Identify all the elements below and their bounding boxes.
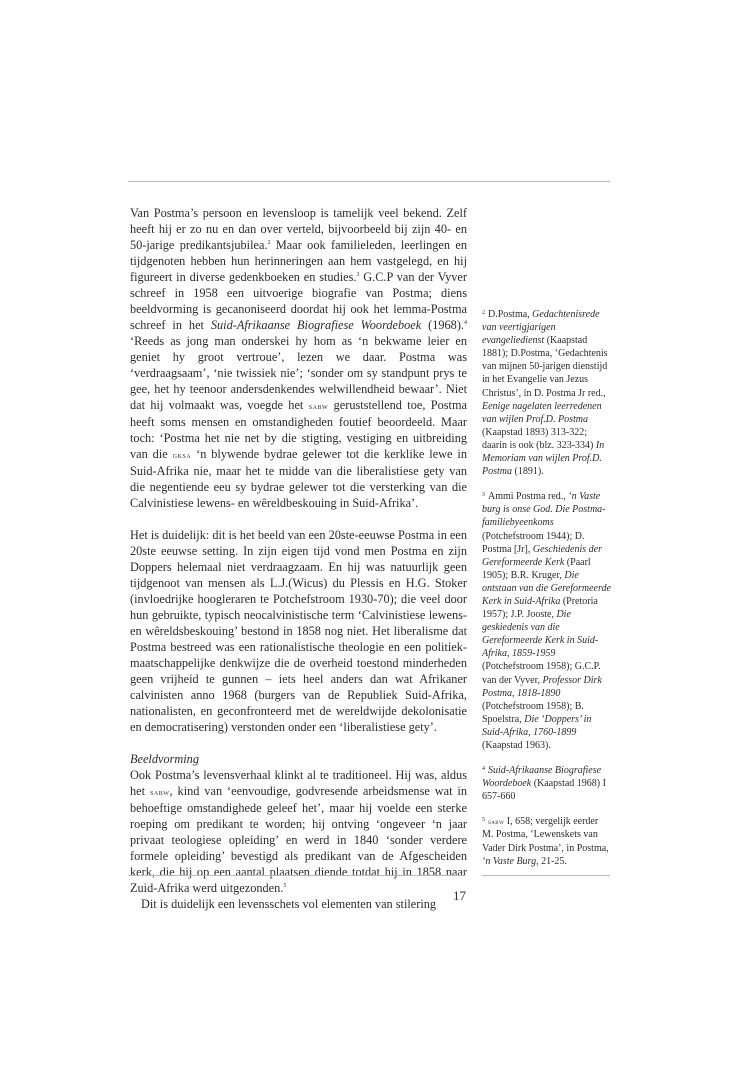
title-run: Eenige nagelaten leerredenen van wijlen Prof.D. Postma [482,400,602,425]
abbreviation: sabw [308,401,329,411]
text-run: (Potchefstroom 1958); G.C.P. van der Vyver, [482,661,601,686]
title-run: Die ‘Doppers’ in Suid-Afrika, 1760-1899 [482,713,592,738]
bottom-rule-notes [482,875,610,876]
text-run: (1968). [421,318,465,332]
text-run: (Potchefstroom 1944); D. Postma [Jr], [482,530,585,555]
title-run: Suid-Afrikaanse Biografiese Woordeboek [482,765,602,790]
footnote-number: 4 [482,766,485,773]
text-run: , 21-25. [536,855,567,867]
text-run: geruststellend toe, Postma heeft soms mensen en omstandigheden foutief beoordeeld. Maar toch: ‘Postma het nie net by die stigting, vestiging en uitbreiding van die [130,398,467,461]
text-run: (Potchefstroom 1958); B. Spoelstra, [482,700,584,725]
title-run: ‘n Vaste burg is onse God. Die Postma-familiebyeenkoms [482,491,606,529]
title-run: Die geskiedenis van die Gereformeerde Kerk in Suid-Afrika, 1859-1959 [482,609,599,660]
text-run: (Kaapstad 1963). [482,740,551,751]
section-heading: Beeldvorming [130,752,199,766]
bottom-rule-main [128,875,466,876]
abbreviation: sabw [149,787,170,797]
title-run: In Memoriam van wijlen Prof.D. Postma [482,439,605,478]
text-run: (1891). [512,466,544,478]
footnotes-column [482,307,612,879]
title-run: Die ontstaan van die Gereformeerde Kerk in Suid-Afrika [482,569,611,607]
paragraph-2: Het is duidelijk: dit is het beeld van een 20ste-eeuwse Postma in een 20ste eeuwse setting. In zijn eigen tijd vond men Postma en zijn Doppers helemaal niet verdraagzaam. En hij was natuurlijk geen tijdgenoot van mensen als L.J.(Wicus) du Plessis en H.G. Stoker (invloedrijke hoogleraren te Potchefstroom 1930-70); die veel door hun gebruikte, typisch neocalvinistische term ‘Calvinistiese lewens- en wêreldsbeskouing’ bestond in 1858 nog niet. Het liberalisme dat Postma bestreed was een rationalistische theologie en een politiek-maatschappelijke denkwijze die de overheid toestond minderheden geen vrijheid te gunnen – iets heel anders dan wat Afrikaner calvinisten anno 1968 (burgers van de Republiek Suid-Afrika, nationalisten, en geconfronteerd met de wereldwijde dekolonisatie en democratisering) verstonden onder een ‘liberalistiese gety’. [130,528,467,734]
text-run: Maar ook familieleden, leerlingen en tijdgenoten hebben hun herinneringen aan hem vastgelegd, en hij figureert in diverse gedenkboeken en studies. [130,238,468,284]
footnote-number: 2 [482,310,485,316]
text-run: (Paarl 1905); B.R. Kruger, [482,556,591,581]
text-run: (Kaapstad 1968) I 657-660 [482,778,606,803]
text-run: I, 658; vergelijk eerder M. Postma, ‘Lewenskets van Vader Dirk Postma’, in Postma, [482,816,609,854]
page-number: 17 [453,888,466,903]
book-title: Suid-Afrikaanse Biografiese Woordeboek [210,318,422,332]
title-run: Gedachtenisrede van veertigjarigen evangeliedienst [482,309,600,347]
title-run: Professor Dirk Postma, 1818-1890 [482,674,602,699]
abbreviation: sabw [488,817,505,827]
paragraph-3 [130,767,467,896]
text-run: Ook Postma’s levensverhaal klinkt al te traditioneel. Hij was, aldus het [130,768,467,798]
footnote-ref-5[interactable]: 5 [283,883,287,889]
main-text-column [130,205,467,912]
title-run: ‘n Vaste Burg [482,855,537,867]
footnote-2 [482,307,612,478]
footnote-ref-2[interactable]: 2 [267,240,271,246]
top-rule [128,181,610,182]
title-run: Geschiedenis der Gereformeerde Kerk [482,543,602,568]
paragraph-1 [130,205,467,511]
text-run: (Pretoria 1957); J.P. Jooste, [482,595,598,621]
abbreviation: gksa [172,450,192,460]
text-run: Van Postma’s persoon en levensloop is tamelijk veel bekend. Zelf heeft hij er zo nu en dan over verteld, bijvoorbeeld bij zijn 40- en 50-jarige predikantsjubilea. [130,206,467,252]
text-run: ‘Reeds as jong man onderskei hy hom as ‘n bekwame leier en geniet hy groot vertroue’, lezen we daar. Postma was ‘verdraagsaam’, ‘nie twissiek nie’; ‘sonder om sy standpunt prys te gee, het hy teenoor andersdenkendes welwillendheid bewaar’. Niet dat hij volmaakt was, voegde het [130,334,467,412]
footnote-3 [482,489,612,752]
text-run: G.C.P van der Vyver schreef in 1958 een uitvoerige biografie van Postma; diens beeldvorming is gecanoniseerd doordat hij ook het lemma-Postma schreef in het [130,270,467,332]
text-run: Ammi Postma red., [488,491,569,503]
text-run: (Kaapstad 1881); D.Postma, ‘Gedachtenis van mijnen 50-jarigen dienstijd in het Evangelie van Jezus Christus’, in D. Postma Jr red., [482,335,608,399]
footnote-number: 3 [482,492,485,499]
footnote-ref-4[interactable]: 4 [464,320,468,326]
footnote-4 [482,763,612,803]
text-run: , kind van ‘eenvoudige, godvresende arbeidsmense wat in behoeftige omstandighede geleef het’, maar hij voelde een sterke roeping om predikant te worden; hij ontving ‘ongeveer ‘n jaar privaat teologiese opleiding’ en werd in 1840 ‘sonder verdere formele opleiding’ bevestigd als predikant van de Afgescheiden kerk, die hij op een aantal plaatsen diende totdat hij in 1858 naar Zuid-Afrika werd uitgezonden. [130,784,467,895]
footnote-5 [482,814,612,867]
paragraph-4: Dit is duidelijk een levensschets vol elementen van stilering [141,897,437,911]
text-run: (Kaapstad 1893) 313-322; daarin is ook (blz. 323-334) [482,426,596,451]
text-run: ‘n blywende bydrae gelewer tot die kerklike lewe in Suid-Afrika nie, maar het te midde van die liberalistiese gety van die negentiende eeu sy bydrae gelewer tot die versterking van die Calvinistiese lewens- en wêreldbeskouing in Suid-Afrika’. [130,447,467,510]
footnote-ref-3[interactable]: 3 [356,272,360,278]
text-run: D.Postma, [488,309,533,320]
footnote-number: 5 [482,817,485,824]
